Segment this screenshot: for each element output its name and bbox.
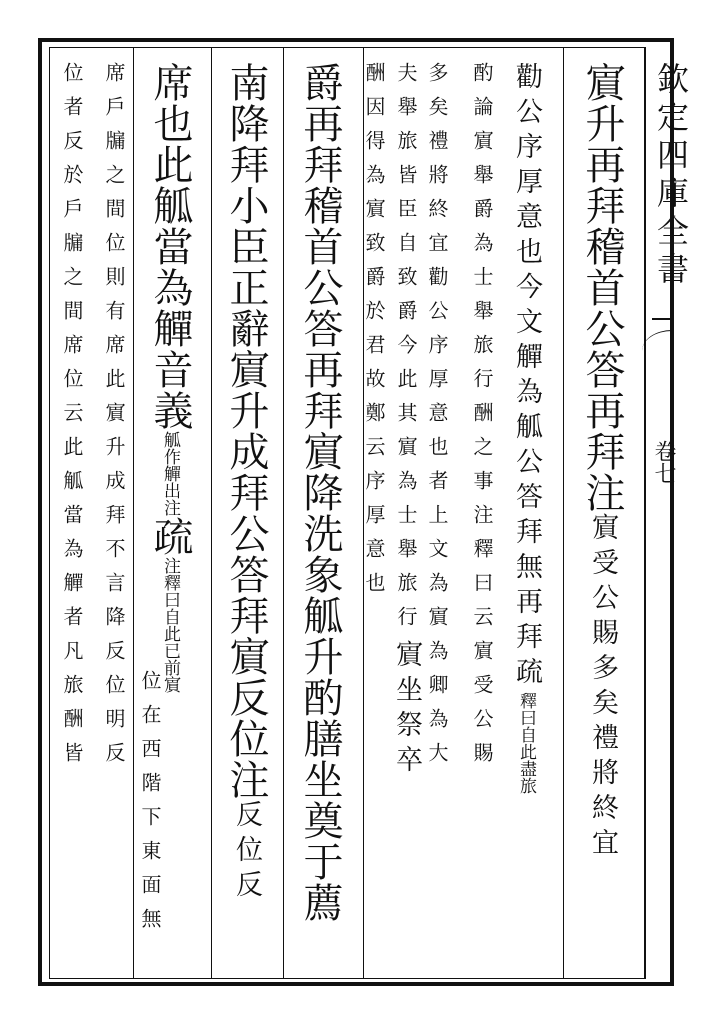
book-title: 欽定四庫全書 [652,62,690,290]
text-column [297,62,343,923]
page-top-edge [40,30,670,38]
main-text: 賔坐祭卒 [391,640,422,780]
main-text: 南降拜小臣正辭賔升成拜公答拜賔反位注 [223,62,269,800]
text-column [513,62,540,794]
text-column [104,62,124,776]
text-column [364,62,384,606]
subcommentary-text: 酬因得為賔致爵於君故鄭云序厚意也 [362,62,386,606]
main-text: 疏 [147,516,193,557]
text-column [472,62,492,776]
column-rule [283,47,284,979]
subcommentary-text: 位在西階下東面無 [138,670,162,942]
main-text: 席也此觚當為觶音義 [147,62,193,431]
chapter-label: 卷七 [651,440,676,484]
column-rule [563,47,564,979]
subcommentary-text: 夫舉旅皆臣自致爵今此其賔為士舉旅行 [394,62,418,640]
text-column [427,62,447,776]
text-column [140,670,160,942]
column-rule [211,47,212,979]
text-column [393,62,420,780]
subcommentary-text: 席戶牖之間位則有席此賔升成拜不言降反位明反 [102,62,126,776]
text-column [147,62,193,693]
text-column [62,62,82,776]
subcommentary-text: 注釋曰自此已前賔 [160,557,180,693]
subcommentary-text: 位者反於戶牖之間席位云此觚當為觶者凡旅酬皆 [60,62,84,776]
commentary-text: 反位反 [231,800,262,905]
subcommentary-text: 釋曰自此盡旅 [516,692,536,794]
main-text: 爵再拜稽首公答再拜賔降洗象觚升酌膳坐奠于薦 [297,62,343,923]
margin-rule [652,318,674,320]
commentary-text: 勸公序厚意也今文觶為觚公答拜無再拜疏 [511,62,542,692]
subcommentary-text: 酌論賔舉爵為士舉旅行酬之事注釋曰云賔受公賜 [470,62,494,776]
column-rule [645,47,646,979]
commentary-text: 賔受公賜多矣禮將終宜 [587,513,618,863]
text-column [579,62,625,863]
pronunciation-note: 觚作觶出注 [160,431,180,516]
column-rule [133,47,134,979]
main-text: 賔升再拜稽首公答再拜注 [579,62,625,513]
text-column [223,62,269,905]
subcommentary-text: 多矣禮將終宜勸公序厚意也者上文為賔為卿為大 [425,62,449,776]
